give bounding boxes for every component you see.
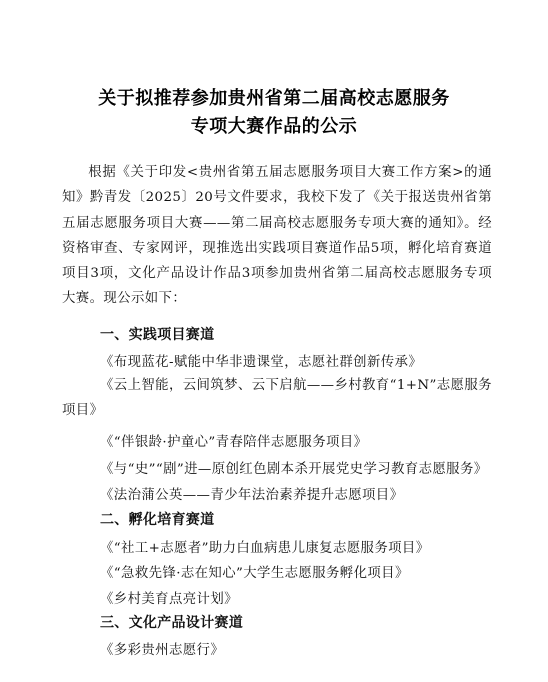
list-item: 《与“史”“剧”进—原创红色剧本杀开展党史学习教育志愿服务》 [100, 462, 488, 477]
list-item: 《“社工+志愿者”助力白血病患儿康复志愿服务项目》 [100, 541, 430, 556]
section-heading-practice: 一、实践项目赛道 [100, 327, 215, 343]
list-item: 《“伴银龄·护童心”青春陪伴志愿服务项目》 [100, 435, 368, 450]
document-title-line1: 关于拟推荐参加贵州省第二届高校志愿服务 [98, 88, 450, 109]
section-heading-incubation: 二、孵化培育赛道 [100, 512, 215, 528]
list-item: 《乡村美育点亮计划》 [100, 592, 238, 607]
list-item: 《法治蒲公英——青少年法治素养提升志愿项目》 [100, 488, 404, 503]
list-item: 《“急救先锋·志在知心”大学生志愿服务孵化项目》 [100, 566, 409, 581]
list-item: 《布现蓝花-赋能中华非遗课堂，志愿社群创新传承》 [100, 355, 423, 370]
intro-text: 根据《关于印发<贵州省第五届志愿服务项目大赛工作方案>的通知》黔青发〔2025〕20号文件要求，我校下发了《关于报送贵州省第五届志愿服务项目大赛——第二届高校志愿服务专项大赛的通知》。经资格审查、专家网评，现推选出实践项目赛道作品5项，孵化培育赛道项目3项，文化产品设计作品3项参加贵州省第二届高校志愿服务专项大赛。现公示如下： [62, 165, 492, 307]
list-item: 《多彩贵州志愿行》 [100, 643, 225, 658]
document-title-line2: 专项大赛作品的公示 [190, 116, 358, 137]
list-item-text: 《云上智能，云间筑梦、云下启航——乡村教育“1+N”志愿服务项目》 [62, 378, 492, 418]
intro-paragraph [62, 160, 492, 312]
list-item [62, 373, 492, 423]
section-heading-cultural-product: 三、文化产品设计赛道 [100, 615, 243, 631]
